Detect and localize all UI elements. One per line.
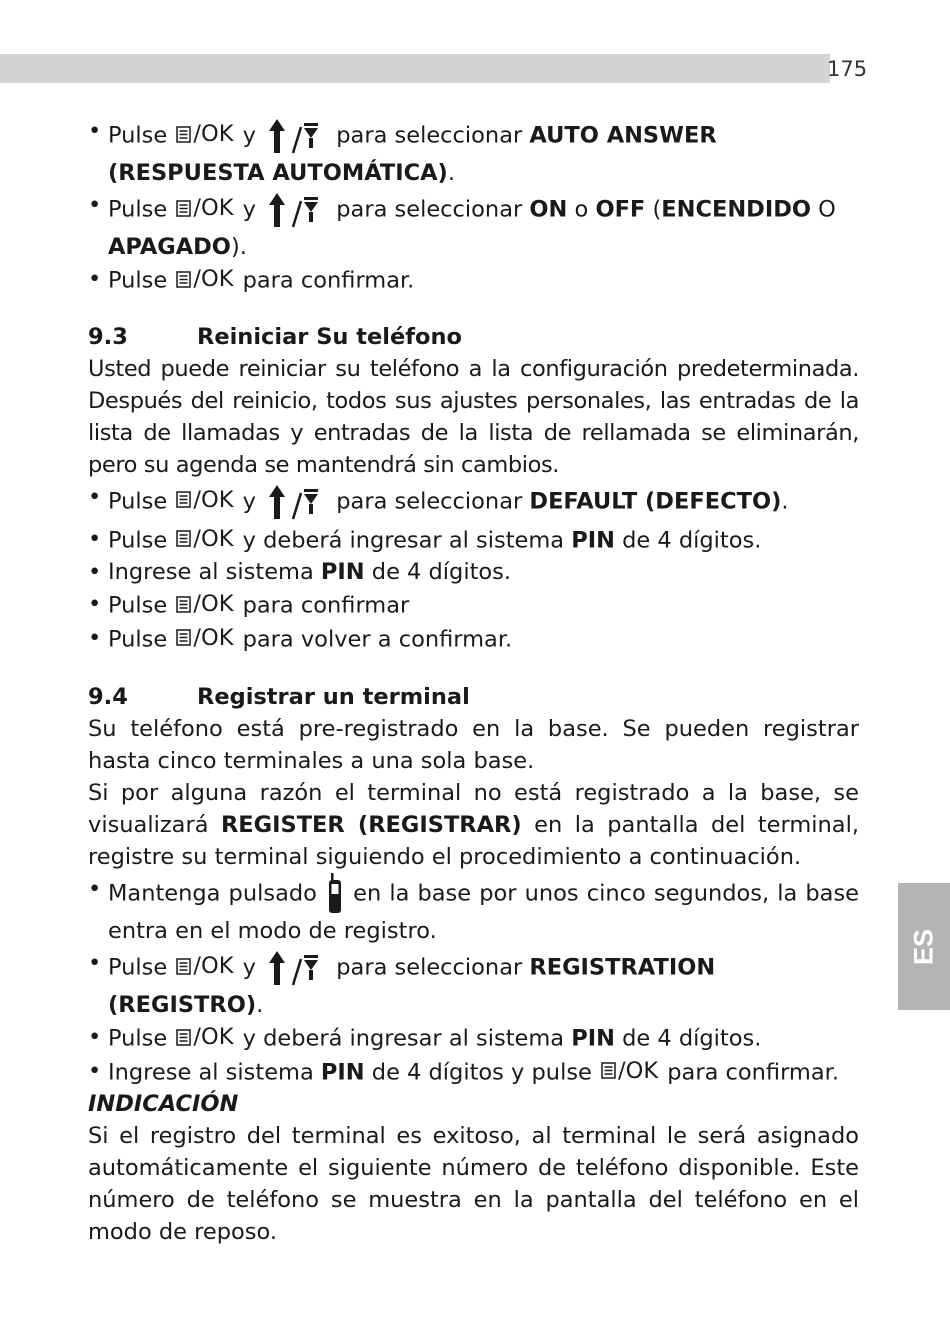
menu-icon bbox=[176, 1029, 191, 1046]
ok-key-label: /OK bbox=[193, 195, 234, 221]
ok-key-label: /OK bbox=[193, 953, 234, 979]
list-item: • Pulse /OK para confirmar. bbox=[88, 263, 859, 297]
list-item: • Pulse /OK y para seleccionar ON o OFF (ENCENDIDO O APAGADO). bbox=[88, 189, 859, 263]
list-item: • Ingrese al sistema PIN de 4 dígitos. bbox=[88, 556, 859, 588]
ok-key-label: /OK bbox=[193, 525, 234, 552]
list-item: • Ingrese al sistema PIN de 4 dígitos y pulse /OK para confirmar. bbox=[88, 1055, 859, 1089]
list-item: • Pulse /OK y deberá ingresar al sistema PIN de 4 dígitos. bbox=[88, 1021, 859, 1055]
menu-icon bbox=[176, 271, 191, 288]
page-number: 175 bbox=[827, 57, 868, 81]
note-title: INDICACIÓN bbox=[88, 1091, 239, 1117]
menu-icon bbox=[601, 1062, 616, 1079]
ok-key-label: /OK bbox=[193, 121, 234, 147]
ok-key-label: /OK bbox=[618, 1057, 659, 1084]
menu-ok-key bbox=[176, 950, 233, 982]
up-down-arrows-icon bbox=[267, 481, 325, 523]
ok-key-label: /OK bbox=[193, 1024, 234, 1050]
menu-ok-key bbox=[176, 1021, 233, 1053]
ok-key-label: /OK bbox=[193, 624, 234, 651]
menu-ok-key bbox=[176, 523, 233, 555]
handset-icon bbox=[328, 873, 342, 915]
list-item: • Pulse /OK y para seleccionar AUTO ANSWER (RESPUESTA AUTOMÁTICA). bbox=[88, 115, 859, 189]
list-item: • Mantenga pulsado en la base por unos cinco segundos, la base entra en el modo de registro. bbox=[88, 873, 859, 947]
section-9-4-paragraph: Su teléfono está pre-registrado en la base. Se pueden registrar hasta cinco terminales a una sola base. bbox=[88, 716, 859, 774]
section-heading-9-3: 9.3 Reiniciar Su teléfono bbox=[88, 323, 462, 350]
menu-ok-key bbox=[176, 263, 233, 295]
menu-icon bbox=[176, 958, 191, 975]
menu-icon bbox=[176, 491, 191, 508]
ok-key-label: /OK bbox=[193, 591, 234, 617]
menu-ok-key bbox=[601, 1055, 658, 1087]
menu-icon bbox=[176, 629, 191, 646]
menu-icon bbox=[176, 596, 191, 613]
up-down-arrows-icon bbox=[267, 947, 325, 989]
menu-icon bbox=[176, 530, 191, 547]
list-item: • Pulse /OK y para seleccionar DEFAULT (DEFECTO). bbox=[88, 481, 859, 523]
language-tab bbox=[898, 883, 950, 1010]
section-heading-9-4: 9.4 Registrar un terminal bbox=[88, 684, 470, 710]
section-9-3-paragraph: Usted puede reiniciar su teléfono a la configuración predeterminada. Después del reinicio, todos sus ajustes personales, las entradas de la lista de llamadas y entradas de la lista de rellamada se eliminarán, pero su agenda se mantendrá sin cambios. bbox=[88, 355, 859, 478]
ok-key-label: /OK bbox=[193, 266, 234, 292]
menu-ok-key bbox=[176, 484, 233, 516]
list-item: • Pulse /OK y deberá ingresar al sistema PIN de 4 dígitos. bbox=[88, 523, 859, 557]
menu-ok-key bbox=[176, 622, 233, 654]
menu-ok-key bbox=[176, 588, 233, 620]
up-down-arrows-icon bbox=[267, 189, 325, 231]
ok-key-label: /OK bbox=[193, 486, 234, 513]
menu-icon bbox=[176, 126, 191, 143]
list-item: • Pulse /OK para volver a confirmar. bbox=[88, 622, 859, 656]
list-item: • Pulse /OK para confirmar bbox=[88, 588, 859, 622]
up-down-arrows-icon bbox=[267, 115, 325, 157]
section-9-4-paragraph: Si por alguna razón el terminal no está registrado a la base, se visualizará REGISTER (REGISTRAR) en la pantalla del terminal, registre su terminal siguiendo el procedimiento a continuación. bbox=[88, 780, 859, 870]
language-tab-label: ES bbox=[908, 928, 939, 965]
menu-ok-key bbox=[176, 118, 233, 150]
header-bar bbox=[0, 54, 830, 83]
page-content bbox=[88, 115, 859, 1248]
note-paragraph: Si el registro del terminal es exitoso, al terminal le será asignado automáticamente el siguiente número de teléfono disponible. Este número de teléfono se muestra en la pantalla del teléfono en el modo de reposo. bbox=[88, 1123, 859, 1245]
option-auto-answer: AUTO ANSWER (RESPUESTA AUTOMÁTICA) bbox=[108, 122, 717, 186]
menu-icon bbox=[176, 200, 191, 217]
list-item: • Pulse /OK y para seleccionar REGISTRATION (REGISTRO). bbox=[88, 947, 859, 1021]
menu-ok-key bbox=[176, 192, 233, 224]
